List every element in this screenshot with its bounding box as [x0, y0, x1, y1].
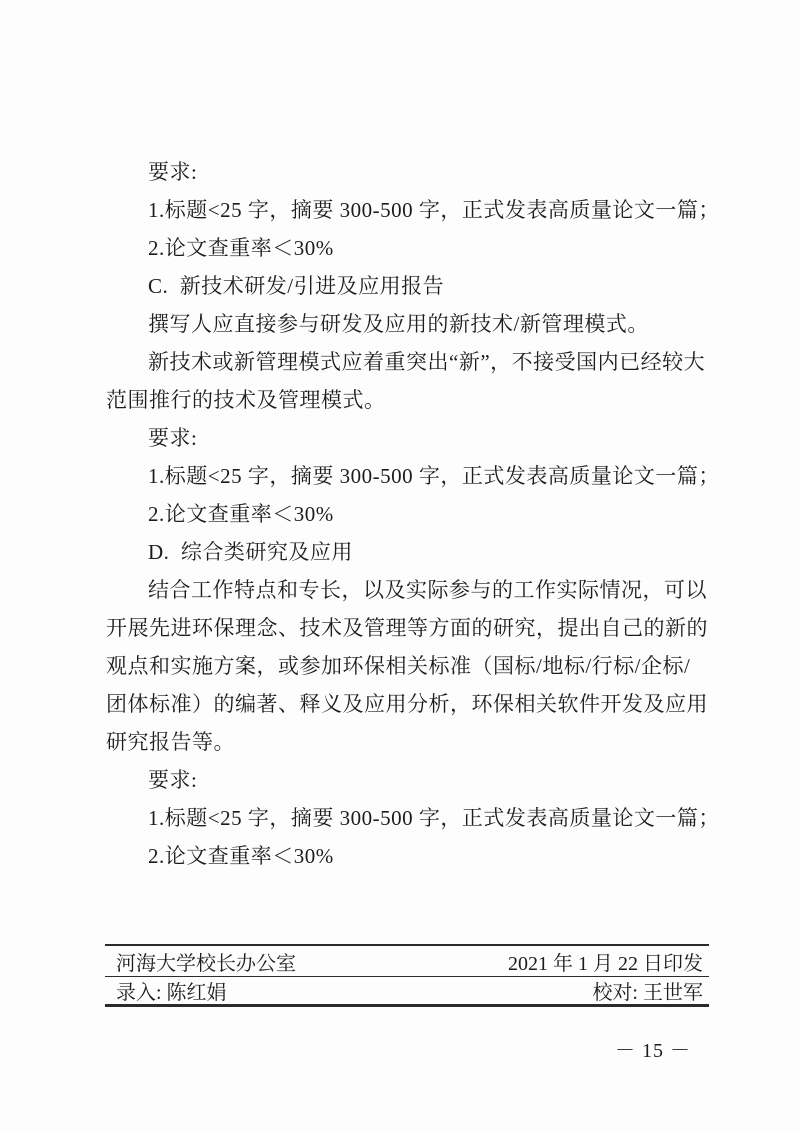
body-line: 2.论文查重率＜30% — [148, 502, 334, 526]
issuing-office: 河海大学校长办公室 — [116, 952, 296, 975]
body-line: 1.标题<25 字，摘要 300-500 字，正式发表高质量论文一篇； — [148, 464, 720, 488]
body-line: 研究报告等。 — [106, 730, 235, 754]
body-line: 要求: — [148, 426, 198, 450]
body-line: 要求: — [148, 160, 198, 184]
body-line: 观点和实施方案，或参加环保相关标准（国标/地标/行标/企标/ — [106, 654, 691, 678]
colophon-row — [105, 976, 709, 1004]
body-line: 开展先进环保理念、技术及管理等方面的研究，提出自己的新的 — [106, 616, 708, 640]
colophon-block — [105, 944, 709, 1007]
body-line: 新技术或新管理模式应着重突出“新”，不接受国内已经较大 — [148, 350, 706, 374]
body-line: 1.标题<25 字，摘要 300-500 字，正式发表高质量论文一篇； — [148, 806, 720, 830]
body-line: 要求: — [148, 768, 198, 792]
print-date: 2021 年 1 月 22 日印发 — [508, 952, 703, 975]
page-number: － 15 － — [615, 1040, 691, 1062]
body-line: 1.标题<25 字，摘要 300-500 字，正式发表高质量论文一篇； — [148, 198, 720, 222]
body-line: 范围推行的技术及管理模式。 — [106, 388, 386, 412]
body-line: C. 新技术研发/引进及应用报告 — [148, 274, 445, 298]
body-line: 2.论文查重率＜30% — [148, 236, 334, 260]
body-line: 结合工作特点和专长，以及实际参与的工作实际情况，可以 — [148, 578, 707, 602]
body-line: 撰写人应直接参与研发及应用的新技术/新管理模式。 — [148, 312, 649, 336]
document-body — [106, 153, 720, 875]
colophon-row — [105, 946, 709, 976]
body-line: 2.论文查重率＜30% — [148, 844, 334, 868]
proofreader: 校对: 王世军 — [592, 982, 703, 1004]
body-line: D. 综合类研究及应用 — [148, 540, 353, 564]
typist: 录入: 陈红娟 — [116, 982, 227, 1004]
body-line: 团体标准）的编著、释义及应用分析，环保相关软件开发及应用 — [106, 692, 708, 716]
